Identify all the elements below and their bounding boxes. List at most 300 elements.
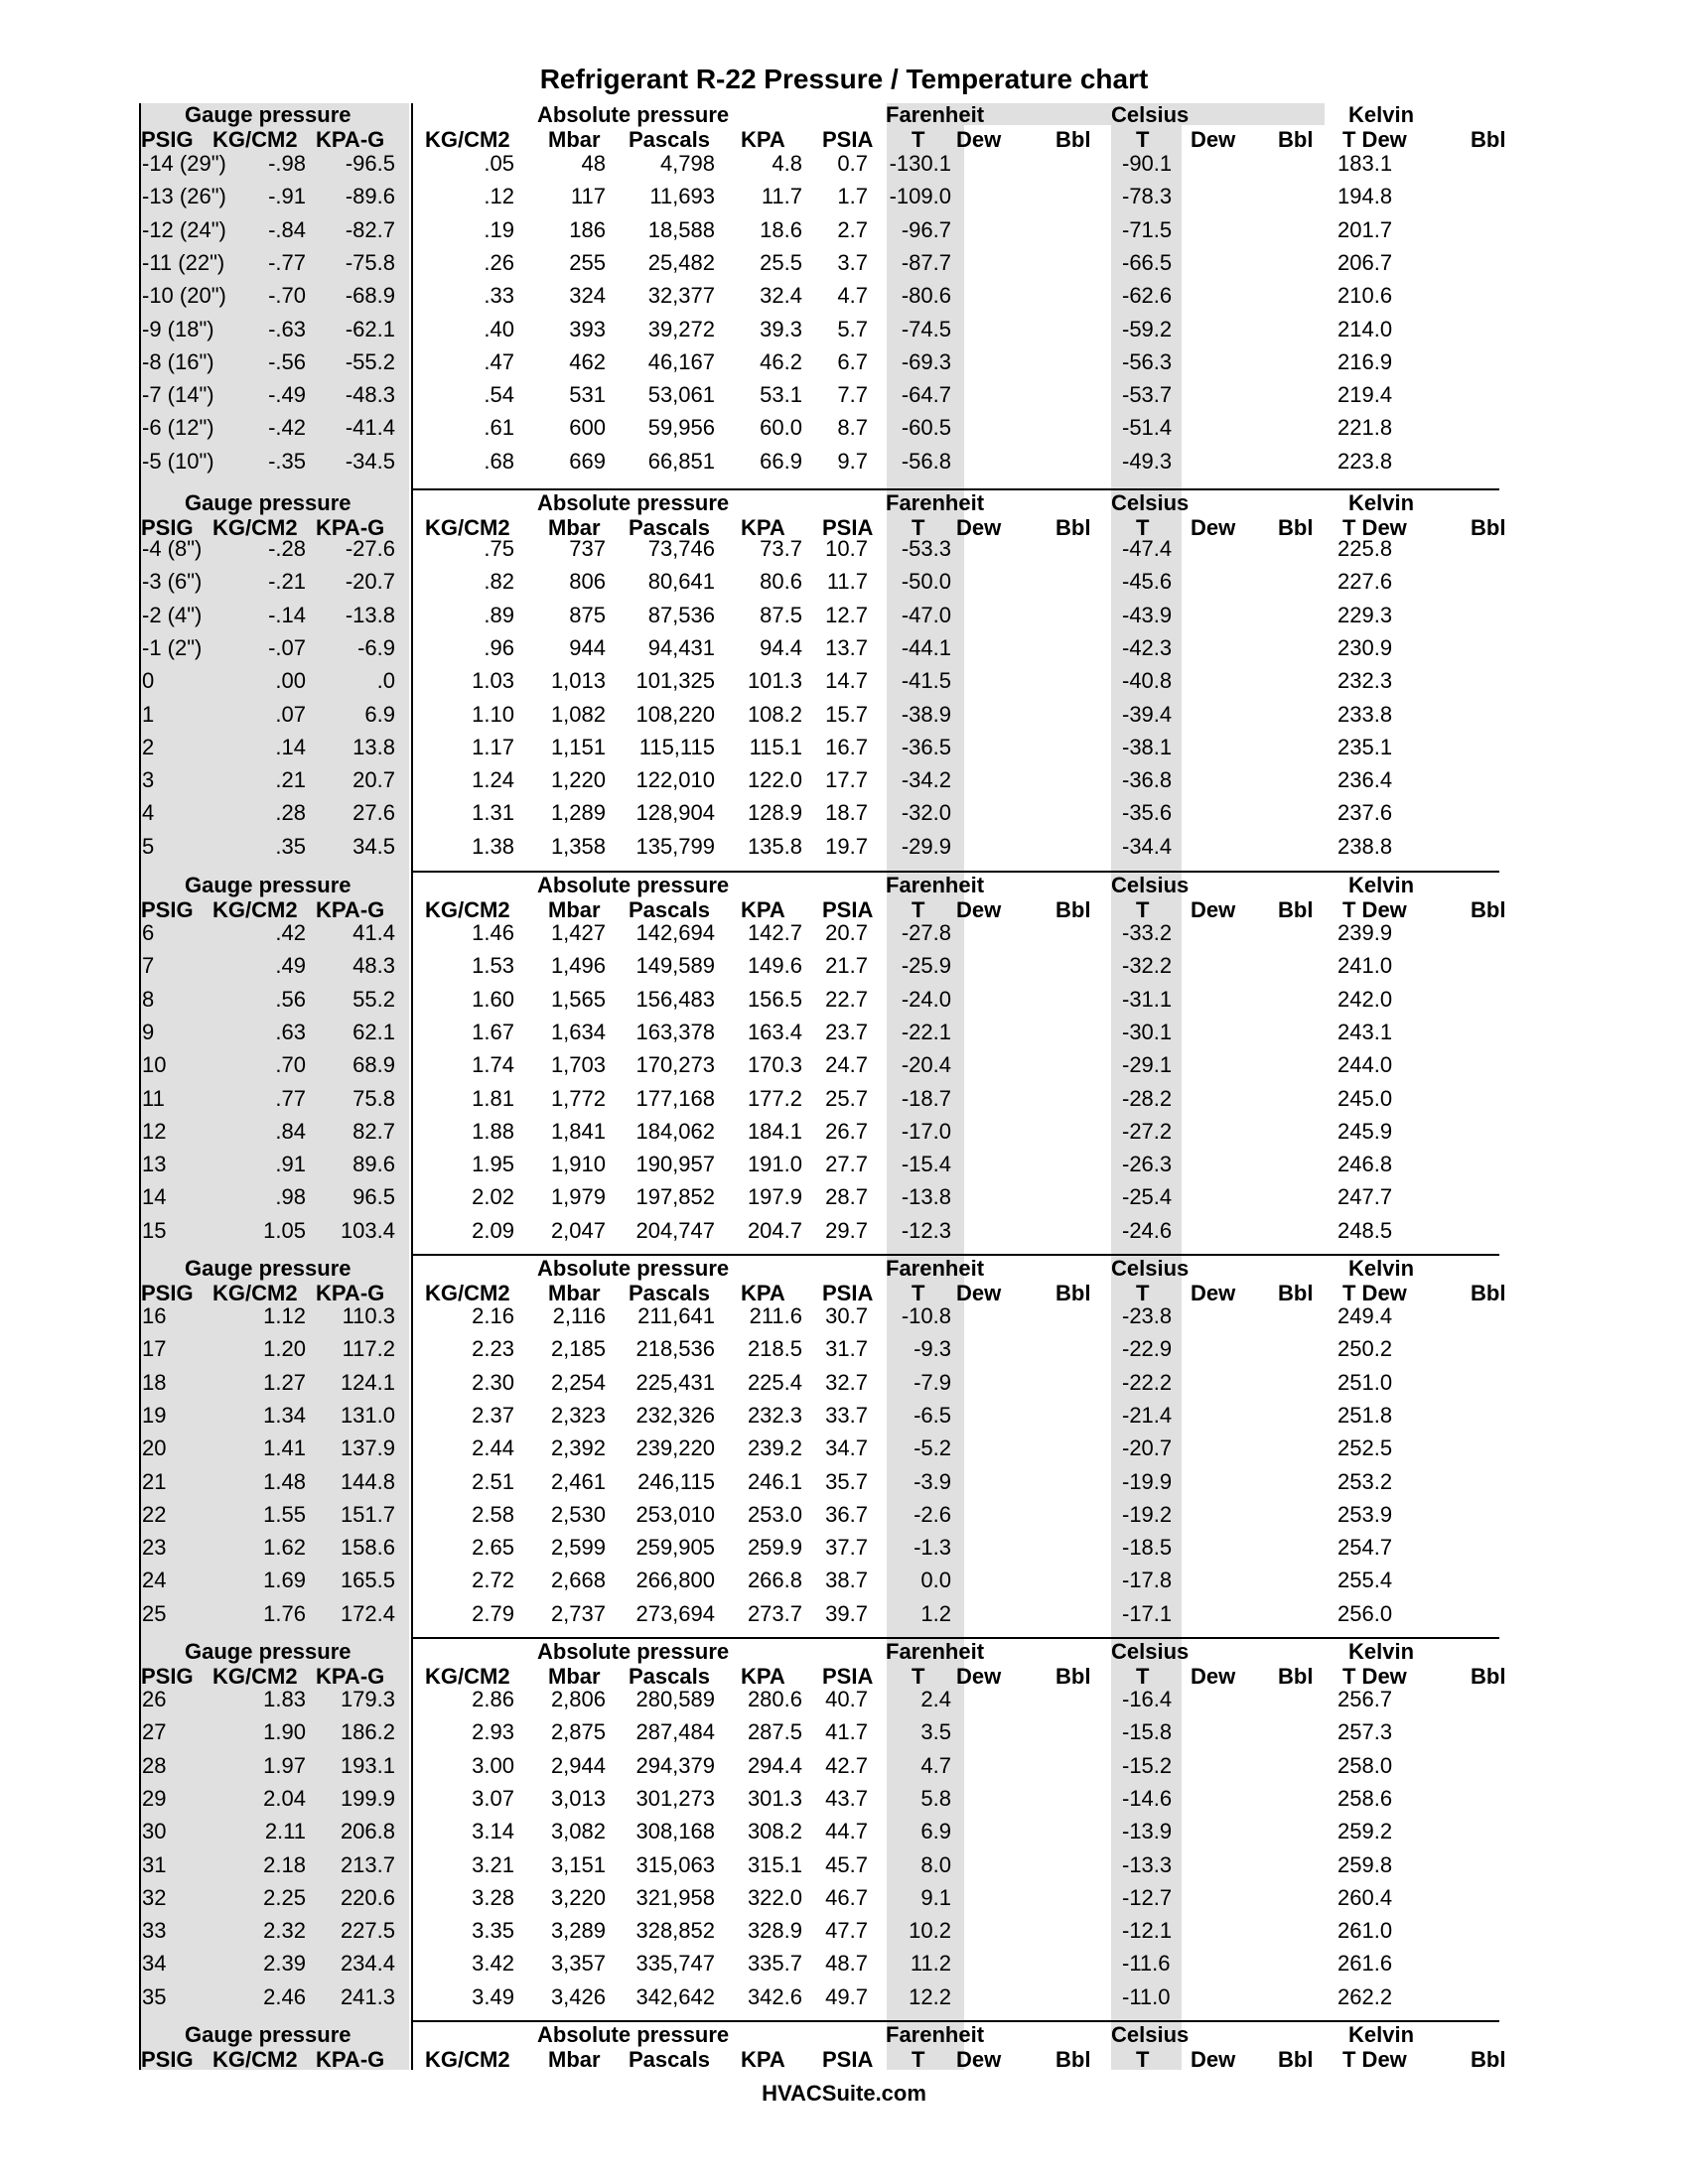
table-cell: 9.7 <box>837 448 868 474</box>
table-cell: -24.6 <box>1122 1217 1173 1243</box>
column-header: Bbl <box>1278 127 1314 152</box>
table-cell: -.91 <box>268 184 306 209</box>
table-cell: 253.0 <box>747 1501 802 1527</box>
table-cell: -.70 <box>268 283 306 309</box>
group-header-fahrenheit: Farenheit <box>886 2022 985 2047</box>
table-cell: 19.7 <box>825 833 868 859</box>
table-cell: 232,326 <box>635 1402 715 1428</box>
table-cell: 45.7 <box>825 1851 868 1877</box>
table-cell: 46.2 <box>760 348 802 374</box>
table-cell: 256.0 <box>1337 1600 1393 1626</box>
table-cell: 42.7 <box>825 1752 868 1778</box>
table-cell: -25.4 <box>1122 1184 1173 1210</box>
table-cell: 1,634 <box>550 1019 606 1044</box>
table-cell: -.21 <box>268 569 306 595</box>
table-cell: 237.6 <box>1337 800 1393 826</box>
table-cell: -11.0 <box>1122 1983 1171 2009</box>
table-cell: 1.20 <box>263 1336 306 1362</box>
table-cell: .33 <box>484 283 514 309</box>
table-cell: -34.5 <box>345 448 395 474</box>
table-cell: 294,379 <box>635 1752 715 1778</box>
table-cell: 18 <box>142 1369 167 1395</box>
table-cell: 25.5 <box>760 249 802 275</box>
table-cell: 1,151 <box>550 734 606 759</box>
table-cell: 13 <box>142 1152 167 1177</box>
table-cell: -.49 <box>268 382 306 408</box>
table-cell: 179.3 <box>340 1687 395 1711</box>
table-cell: 33 <box>142 1918 167 1944</box>
table-cell: -87.7 <box>901 249 951 275</box>
table-cell: 2.09 <box>472 1217 514 1243</box>
column-header: Pascals <box>629 2047 710 2072</box>
table-cell: 44.7 <box>825 1819 868 1844</box>
table-cell: 241.3 <box>340 1983 395 2009</box>
table-cell: 875 <box>569 602 606 627</box>
table-cell: 280.6 <box>747 1687 802 1711</box>
table-cell: 206.7 <box>1337 249 1393 275</box>
table-cell: 183.1 <box>1337 151 1393 176</box>
column-header: Mbar <box>548 127 601 152</box>
table-cell: 87,536 <box>647 602 715 627</box>
column-header: Dew <box>1191 515 1236 540</box>
column-header: Bbl <box>1278 515 1314 540</box>
table-cell: 2 <box>142 734 155 759</box>
column-header: PSIA <box>822 1664 874 1689</box>
table-cell: 89.6 <box>352 1152 395 1177</box>
table-cell: 2.30 <box>472 1369 514 1395</box>
table-cell: 287,484 <box>635 1719 715 1745</box>
table-cell: 0.0 <box>920 1568 951 1593</box>
table-cell: 66,851 <box>647 448 715 474</box>
table-cell: 324 <box>569 283 606 309</box>
column-header: Dew <box>956 127 1002 152</box>
table-cell: .77 <box>275 1085 306 1111</box>
column-header: KG/CM2 <box>212 127 298 152</box>
table-cell: 163,378 <box>635 1019 715 1044</box>
table-cell: 2,392 <box>550 1435 606 1461</box>
table-cell: -.28 <box>268 536 306 561</box>
table-cell: 103.4 <box>340 1217 395 1243</box>
table-cell: 48 <box>581 151 606 176</box>
table-cell: 1.24 <box>472 767 514 793</box>
table-cell: 1.46 <box>472 920 514 945</box>
table-cell: 261.0 <box>1337 1918 1393 1944</box>
table-cell: 197,852 <box>635 1184 715 1210</box>
table-cell: 82.7 <box>352 1118 395 1144</box>
table-cell: -12.7 <box>1122 1884 1173 1910</box>
column-header: T <box>1136 1664 1150 1689</box>
table-cell: 1,979 <box>550 1184 606 1210</box>
column-header: Mbar <box>548 2047 601 2072</box>
column-header: PSIG <box>141 897 194 922</box>
group-header-kelvin: Kelvin <box>1348 1256 1415 1281</box>
table-cell: 11.2 <box>910 1951 951 1977</box>
column-header: T Dew <box>1342 2047 1407 2072</box>
table-cell: 251.0 <box>1337 1369 1393 1395</box>
table-cell: 9 <box>142 1019 155 1044</box>
table-cell: 13.7 <box>825 634 868 660</box>
table-cell: -96.5 <box>345 151 395 176</box>
group-header-absolute: Absolute pressure <box>537 1639 730 1664</box>
table-cell: 117 <box>570 184 606 209</box>
table-cell: -47.0 <box>901 602 951 627</box>
table-cell: 223.8 <box>1337 448 1393 474</box>
table-cell: 2.39 <box>263 1951 306 1977</box>
table-cell: 10.7 <box>825 536 868 561</box>
table-cell: -13.9 <box>1122 1819 1173 1844</box>
table-cell: 254.7 <box>1337 1535 1393 1561</box>
table-cell: 11 <box>142 1085 165 1111</box>
table-cell: 214.0 <box>1337 316 1393 341</box>
column-header: KG/CM2 <box>212 2047 298 2072</box>
table-cell: 156,483 <box>635 986 715 1012</box>
column-header: PSIA <box>822 127 874 152</box>
table-cell: -.77 <box>268 249 306 275</box>
column-header: Dew <box>956 897 1002 922</box>
table-cell: 32 <box>142 1884 167 1910</box>
group-header-celsius: Celsius <box>1111 1639 1190 1664</box>
table-cell: 2,185 <box>550 1336 606 1362</box>
table-cell: 25.7 <box>825 1085 868 1111</box>
table-cell: 31.7 <box>825 1336 868 1362</box>
table-cell: 2.58 <box>472 1501 514 1527</box>
column-header: Dew <box>1191 897 1236 922</box>
table-cell: 3,426 <box>550 1983 606 2009</box>
column-header: Bbl <box>1471 127 1506 152</box>
table-cell: 3,220 <box>550 1884 606 1910</box>
table-cell: 2.44 <box>472 1435 514 1461</box>
table-cell: 128,904 <box>635 800 715 826</box>
table-cell: 17.7 <box>825 767 868 793</box>
table-cell: -15.2 <box>1122 1752 1173 1778</box>
table-cell: 115,115 <box>638 734 715 759</box>
table-cell: 12.7 <box>825 602 868 627</box>
table-cell: 68.9 <box>352 1052 395 1078</box>
table-cell: 48.3 <box>352 953 395 979</box>
table-cell: 308.2 <box>747 1819 802 1844</box>
table-cell: 80,641 <box>647 569 715 595</box>
table-cell: 41.4 <box>352 920 395 945</box>
table-cell: 328,852 <box>635 1918 715 1944</box>
table-cell: 1,841 <box>550 1118 606 1144</box>
column-rule <box>411 103 413 2070</box>
table-cell: 177.2 <box>747 1085 802 1111</box>
column-header: KPA <box>741 1664 785 1689</box>
group-header-fahrenheit: Farenheit <box>886 1256 985 1281</box>
table-cell: -22.1 <box>901 1019 951 1044</box>
table-cell: .98 <box>275 1184 306 1210</box>
table-cell: 2.37 <box>472 1402 514 1428</box>
table-cell: -11.6 <box>1122 1951 1171 1977</box>
column-header: KPA <box>741 1281 785 1305</box>
group-header-kelvin: Kelvin <box>1348 873 1415 897</box>
table-cell: -27.8 <box>901 920 951 945</box>
column-header: KG/CM2 <box>425 2047 510 2072</box>
table-cell: .40 <box>484 316 514 341</box>
table-cell: 335,747 <box>635 1951 715 1977</box>
table-cell: -33.2 <box>1122 920 1173 945</box>
table-cell: 8.0 <box>920 1851 951 1877</box>
table-cell: -47.4 <box>1122 536 1173 561</box>
column-header: Pascals <box>629 127 710 152</box>
table-cell: 40.7 <box>825 1687 868 1711</box>
table-cell: 142,694 <box>635 920 715 945</box>
table-cell: 246,115 <box>637 1468 715 1494</box>
footer-site-name: HVACSuite.com <box>762 2081 926 2106</box>
column-header: T <box>912 515 925 540</box>
table-cell: 220.6 <box>340 1884 395 1910</box>
table-cell: 4.7 <box>920 1752 951 1778</box>
table-cell: 2.7 <box>837 216 868 242</box>
table-cell: 73,746 <box>647 536 715 561</box>
table-cell: -59.2 <box>1122 316 1173 341</box>
table-cell: 253.2 <box>1337 1468 1393 1494</box>
table-cell: 1.31 <box>472 800 514 826</box>
table-cell: -35.6 <box>1122 800 1173 826</box>
table-cell: 25 <box>142 1600 167 1626</box>
table-cell: 144.8 <box>340 1468 395 1494</box>
table-cell: 7 <box>142 953 155 979</box>
table-cell: 1,220 <box>550 767 606 793</box>
table-cell: 26.7 <box>825 1118 868 1144</box>
table-cell: 6.9 <box>364 701 395 727</box>
group-header-fahrenheit: Farenheit <box>886 873 985 897</box>
table-cell: 3 <box>142 767 155 793</box>
table-cell: .35 <box>275 833 306 859</box>
table-cell: .49 <box>275 953 306 979</box>
table-cell: -10.8 <box>901 1303 951 1328</box>
table-cell: 151.7 <box>340 1501 395 1527</box>
table-cell: 2.79 <box>472 1600 514 1626</box>
table-cell: 12.2 <box>909 1983 951 2009</box>
table-cell: 191.0 <box>747 1152 802 1177</box>
table-cell: 34.5 <box>352 833 395 859</box>
table-cell: -.35 <box>268 448 306 474</box>
column-header: T <box>1136 1281 1150 1305</box>
table-cell: 0.7 <box>837 151 868 176</box>
table-cell: 1,496 <box>550 953 606 979</box>
table-cell: 43.7 <box>825 1785 868 1811</box>
table-cell: 39.3 <box>760 316 802 341</box>
table-cell: 25,482 <box>647 249 715 275</box>
table-cell: 80.6 <box>760 569 802 595</box>
table-cell: 30.7 <box>825 1303 868 1328</box>
table-cell: -38.1 <box>1122 734 1173 759</box>
table-cell: -24.0 <box>901 986 951 1012</box>
table-cell: -96.7 <box>901 216 951 242</box>
table-cell: 75.8 <box>352 1085 395 1111</box>
column-header: KPA-G <box>316 2047 385 2072</box>
column-header: T <box>1136 2047 1150 2072</box>
table-cell: 2.02 <box>472 1184 514 1210</box>
table-cell: 218,536 <box>635 1336 715 1362</box>
column-header: KPA-G <box>316 1664 385 1689</box>
table-cell: 108.2 <box>747 701 802 727</box>
table-cell: -14.6 <box>1122 1785 1173 1811</box>
table-cell: 1.62 <box>263 1535 306 1561</box>
table-cell: .68 <box>484 448 514 474</box>
table-cell: 2.11 <box>264 1819 306 1844</box>
table-cell: 216.9 <box>1337 348 1393 374</box>
table-cell: 32.7 <box>825 1369 868 1395</box>
table-cell: 2,323 <box>550 1402 606 1428</box>
column-header: Bbl <box>1055 1664 1091 1689</box>
column-header: Bbl <box>1055 897 1091 922</box>
table-cell: -29.9 <box>901 833 951 859</box>
column-header: KG/CM2 <box>212 897 298 922</box>
table-cell: .96 <box>484 634 514 660</box>
table-cell: 1,358 <box>550 833 606 859</box>
group-header-absolute: Absolute pressure <box>537 490 730 515</box>
table-cell: 22.7 <box>825 986 868 1012</box>
table-cell: 101.3 <box>747 668 802 694</box>
table-cell: 1.38 <box>472 833 514 859</box>
column-header: KPA <box>741 127 785 152</box>
table-cell: 22 <box>142 1501 167 1527</box>
table-cell: 1 <box>142 701 155 727</box>
table-cell: 27 <box>142 1719 167 1745</box>
column-header: Pascals <box>629 897 710 922</box>
table-cell: 462 <box>569 348 606 374</box>
table-cell: 1,082 <box>550 701 606 727</box>
table-cell: 1.17 <box>472 734 514 759</box>
table-cell: 2,875 <box>550 1719 606 1745</box>
table-cell: 255 <box>569 249 606 275</box>
column-header: Mbar <box>548 897 601 922</box>
table-cell: 301,273 <box>635 1785 715 1811</box>
table-cell: 8.7 <box>837 415 868 441</box>
table-cell: 3,013 <box>550 1785 606 1811</box>
table-cell: 1.95 <box>472 1152 514 1177</box>
table-cell: 233.8 <box>1337 701 1393 727</box>
table-cell: -20.7 <box>1122 1435 1173 1461</box>
table-cell: 122,010 <box>635 767 715 793</box>
table-cell: 24.7 <box>825 1052 868 1078</box>
table-cell: -19.9 <box>1122 1468 1173 1494</box>
table-cell: -13 (26") <box>142 184 226 209</box>
table-cell: 11,693 <box>649 184 715 209</box>
table-cell: 3.5 <box>920 1719 951 1745</box>
table-cell: 3,151 <box>550 1851 606 1877</box>
table-cell: 266,800 <box>635 1568 715 1593</box>
column-header: KPA-G <box>316 897 385 922</box>
table-cell: 266.8 <box>747 1568 802 1593</box>
table-cell: -.42 <box>268 415 306 441</box>
column-header: Dew <box>956 1664 1002 1689</box>
table-cell: 8 <box>142 986 155 1012</box>
group-header-gauge: Gauge pressure <box>185 873 352 897</box>
table-cell: 249.4 <box>1337 1303 1393 1328</box>
table-cell: 247.7 <box>1337 1184 1393 1210</box>
table-cell: -9 (18") <box>142 316 214 341</box>
table-cell: 28 <box>142 1752 167 1778</box>
table-cell: 2.23 <box>472 1336 514 1362</box>
table-cell: -20.4 <box>901 1052 951 1078</box>
table-cell: 9.1 <box>920 1884 951 1910</box>
table-cell: 287.5 <box>747 1719 802 1745</box>
table-cell: -2.6 <box>914 1501 951 1527</box>
column-header: KG/CM2 <box>212 1281 298 1305</box>
table-cell: -.98 <box>268 151 306 176</box>
table-cell: 66.9 <box>760 448 802 474</box>
table-cell: 2.86 <box>472 1687 514 1711</box>
table-cell: -17.0 <box>901 1118 951 1144</box>
table-cell: .82 <box>484 569 514 595</box>
table-cell: 230.9 <box>1337 634 1393 660</box>
table-cell: 3.07 <box>472 1785 514 1811</box>
group-header-fahrenheit: Farenheit <box>886 102 985 127</box>
table-cell: -20.7 <box>345 569 395 595</box>
table-cell: 172.4 <box>340 1600 395 1626</box>
table-cell: -64.7 <box>901 382 951 408</box>
table-cell: 108,220 <box>635 701 715 727</box>
table-cell: 3.00 <box>472 1752 514 1778</box>
table-cell: -66.5 <box>1122 249 1173 275</box>
table-cell: 239.9 <box>1337 920 1393 945</box>
column-header: KG/CM2 <box>425 897 510 922</box>
table-cell: 3,289 <box>550 1918 606 1944</box>
table-cell: 1.97 <box>263 1752 306 1778</box>
table-cell: 322.0 <box>747 1884 802 1910</box>
table-cell: 246.1 <box>747 1468 802 1494</box>
table-cell: 301.3 <box>747 1785 802 1811</box>
column-header: KG/CM2 <box>212 1664 298 1689</box>
table-cell: 17 <box>142 1336 167 1362</box>
column-header: Bbl <box>1278 897 1314 922</box>
table-cell: 62.1 <box>352 1019 395 1044</box>
table-cell: 34 <box>142 1951 167 1977</box>
table-cell: 1.2 <box>920 1600 951 1626</box>
table-cell: -38.9 <box>901 701 951 727</box>
table-cell: 177,168 <box>635 1085 715 1111</box>
table-cell: 137.9 <box>340 1435 395 1461</box>
table-cell: 156.5 <box>747 986 802 1012</box>
table-cell: -51.4 <box>1122 415 1173 441</box>
group-header-kelvin: Kelvin <box>1348 1639 1415 1664</box>
table-cell: 259.8 <box>1337 1851 1393 1877</box>
column-header: Mbar <box>548 1281 601 1305</box>
table-cell: -39.4 <box>1122 701 1173 727</box>
column-header: Dew <box>1191 2047 1236 2072</box>
column-header: KG/CM2 <box>425 127 510 152</box>
table-cell: 243.1 <box>1337 1019 1393 1044</box>
table-cell: 15.7 <box>825 701 868 727</box>
table-cell: -56.8 <box>901 448 951 474</box>
table-cell: -14 (29") <box>142 151 226 176</box>
column-header: T Dew <box>1342 1281 1407 1305</box>
table-cell: -12 (24") <box>142 216 226 242</box>
table-cell: 2,737 <box>550 1600 606 1626</box>
table-cell: 20 <box>142 1435 167 1461</box>
table-cell: 211,641 <box>637 1303 715 1328</box>
table-cell: 1.12 <box>263 1303 306 1328</box>
group-header-kelvin: Kelvin <box>1348 102 1415 127</box>
column-header: T <box>1136 127 1150 152</box>
table-cell: 3.28 <box>472 1884 514 1910</box>
table-cell: -31.1 <box>1122 986 1173 1012</box>
table-cell: 115.1 <box>749 734 802 759</box>
table-cell: 1.03 <box>472 668 514 694</box>
table-cell: 3.21 <box>472 1851 514 1877</box>
table-cell: -75.8 <box>345 249 395 275</box>
table-cell: 38.7 <box>825 1568 868 1593</box>
table-cell: .54 <box>484 382 514 408</box>
table-cell: 6 <box>142 920 155 945</box>
table-cell: -48.3 <box>345 382 395 408</box>
table-cell: 239,220 <box>635 1435 715 1461</box>
table-cell: 18.6 <box>760 216 802 242</box>
table-cell: 206.8 <box>340 1819 395 1844</box>
